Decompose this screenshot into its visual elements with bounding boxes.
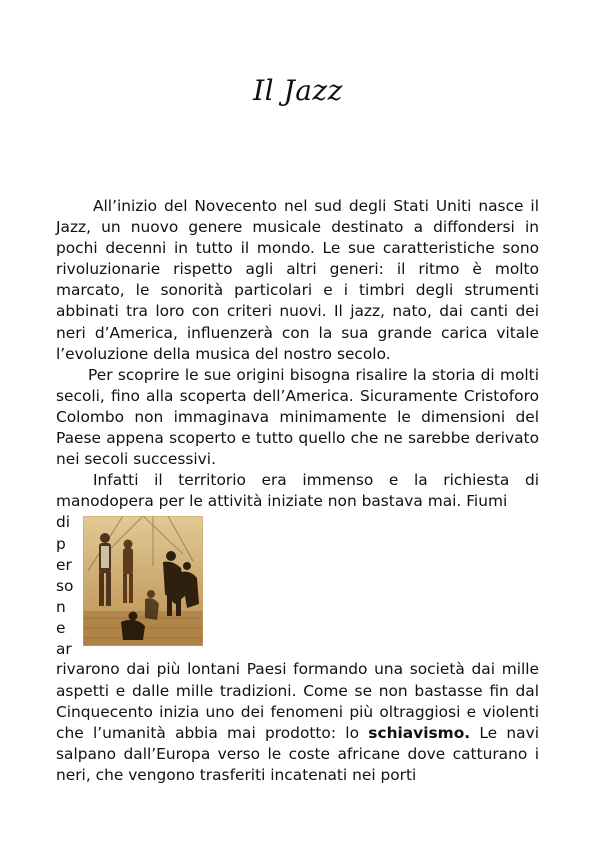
paragraph-2: Per scoprire le sue origini bisogna risalire la storia di molti secoli, fino alla scoperta dell’America. Sicuramente Cristoforo Colombo non immaginava minimamente le dimensioni del Paese appena scoperto e tutto quello che ne sarebbe derivato nei secoli successivi. (56, 365, 539, 469)
paragraph-3-start: Infatti il territorio era immenso e la richiesta di manodopera per le attività iniziate non bastava mai. Fiumi (56, 471, 539, 511)
paragraph-3-end: Le navi salpano dall’Europa verso le coste africane dove catturano i neri, che vengono trasferiti incatenati nei porti (56, 723, 539, 784)
wrapped-fragment: er (56, 555, 72, 574)
page-title: Il Jazz (253, 74, 343, 107)
paragraph-3-continue (56, 659, 539, 786)
emphasis-schiavismo: schiavismo. (368, 723, 471, 742)
paragraph-1: All’inizio del Novecento nel sud degli Stati Uniti nasce il Jazz, un nuovo genere musicale destinato a diffondersi in pochi decenni in tutto il mondo. Le sue caratteristiche sono rivoluzionarie rispetto agli altri generi: il ritmo è molto marcato, le sonorità particolari e i timbri degli strumenti abbinati tra loro con criteri nuovi. Il jazz, nato, dai canti dei neri d’America, influenzerà con la sua grande carica vitale l’evoluzione della musica del nostro secolo. (56, 197, 539, 363)
wrapped-fragment: ar (56, 639, 72, 658)
wrapped-fragment: p (56, 534, 66, 553)
slave-ship-engraving-image (83, 516, 203, 646)
wrapped-fragment: e (56, 618, 66, 637)
paragraph-3-text: rivarono dai più lontani Paesi formando una società dai mille aspetti e dalle mille tradizioni. Come se non bastasse fin dal Cinquecento inizia uno dei fenomeni più oltraggiosi e violenti che l’umanità abbia mai prodotto: lo (56, 660, 539, 742)
figure-wrap (56, 512, 539, 659)
wrapped-fragment: so (56, 576, 74, 595)
wrapped-text-column (56, 512, 80, 660)
wrapped-fragment: n (56, 597, 66, 616)
article-body (56, 196, 539, 786)
wrapped-fragment: di (56, 513, 71, 532)
